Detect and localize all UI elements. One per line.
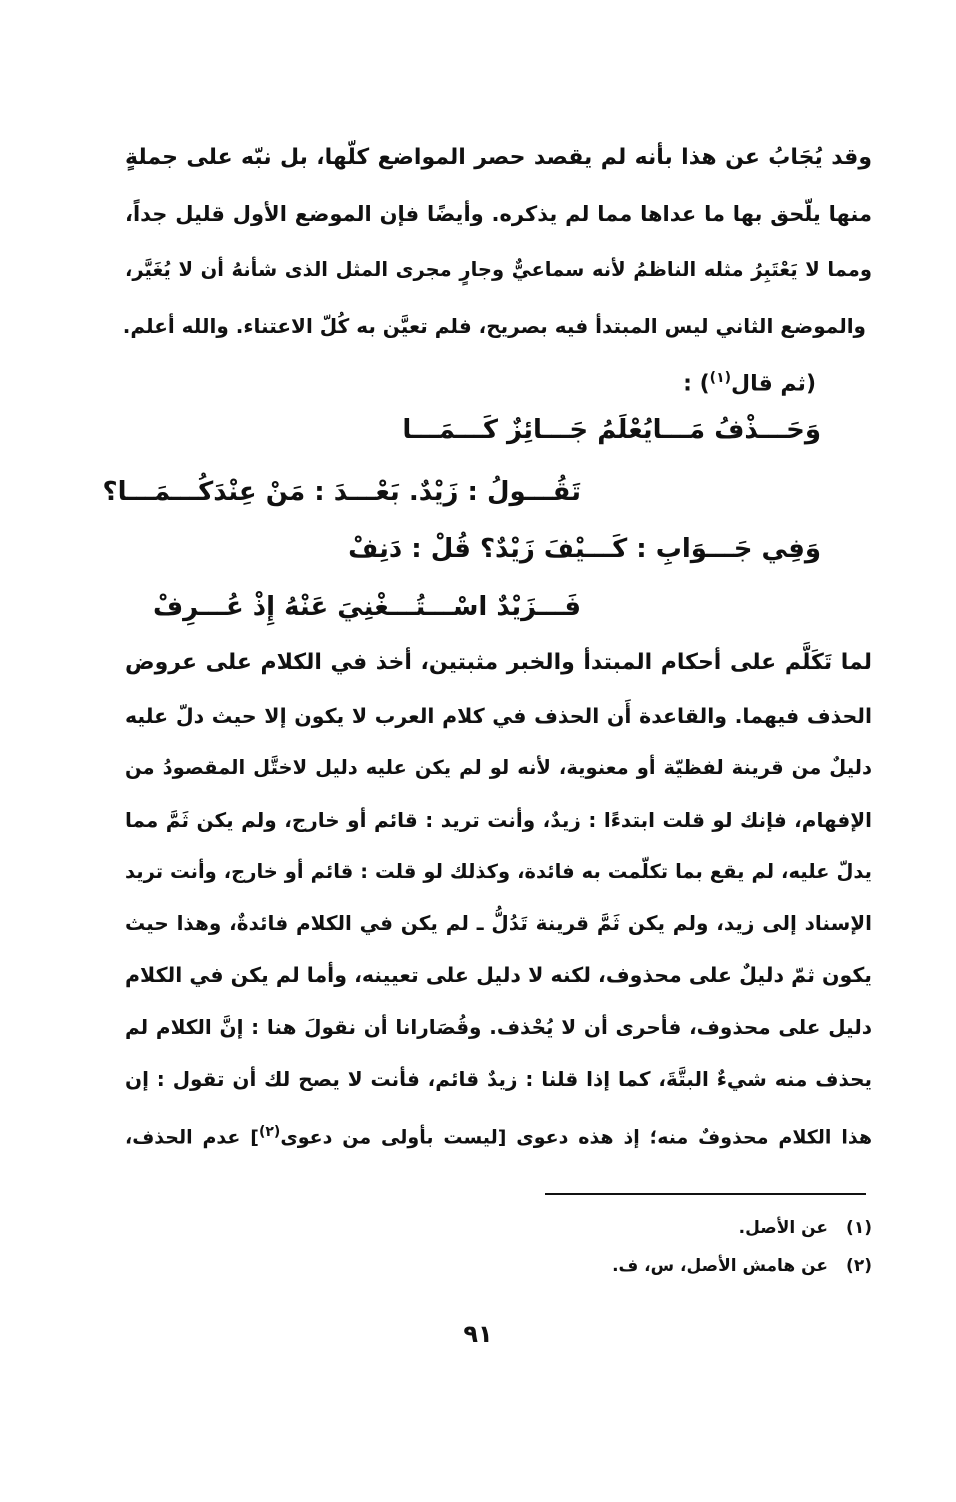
last-line-text-end: ] عدم الحذف،: [125, 1126, 259, 1149]
text-line: لما تَكَلَّم على أحكام المبتدأ والخبر مثبتين، أخذ في الكلام على عروض: [125, 650, 872, 675]
text-line: منها يلّحق بها ما عداها مما لم يذكره. وأيضًا فإن الموضع الأول قليل جداً،: [125, 202, 872, 226]
verse-line: وَحَـــذْفُ مَـــايُعْلَمُ جَـــائِزٌ كَـــمَـــا: [402, 415, 821, 445]
text-line: يدلّ عليه، لم يقع بما تكلّمت به فائدة، وكذلك لو قلت : قائم أو خارج، وأنت تريد: [125, 860, 872, 883]
text-line-last: [125, 1117, 872, 1152]
text-line: يحذف منه شيءٌ البتَّةَ، كما إذا قلنا : زيدٌ قائم، فأنت لا يصح لك أن تقول : إن: [125, 1067, 872, 1091]
text-line: الإفهام، فإنك لو قلت ابتدءًا : زيدٌ، وأنت تريد : قائم أو خارج، ولم يكن ثَمَّ مما: [125, 808, 872, 832]
text-line: يكون ثمّ دليلٌ على محذوف، لكنه لا دليل على تعيينه، وأما لم يكن في الكلام: [125, 963, 872, 987]
footnote-ref-2: (٢): [258, 1124, 281, 1140]
footnote-ref-1: (١): [709, 370, 732, 386]
verse-line: تَقُـــولُ : زَيْدٌ. بَعْـــدَ : مَنْ عِنْدَكُـــمَـــا؟: [102, 477, 581, 507]
intro-text-end: ) :: [683, 371, 710, 397]
footnote-divider: [545, 1193, 866, 1195]
verse-line: وَفِي جَـــوَابِ : كَـــيْفَ زَيْدٌ؟ قُلْ : دَنِفْ: [348, 534, 821, 564]
last-line-text: هذا الكلام محذوفٌ منه؛ إذ هذه دعوى [ليست بأولى من دعوى: [280, 1126, 872, 1149]
footnote-text: عن هامش الأصل، س، ف.: [612, 1256, 829, 1276]
verse-line: فَـــزَيْدٌ اسْـــتُـــغْنِيَ عَنْهُ إِذْ عُـــرِفْ: [152, 592, 581, 622]
text-line: الإسناد إلى زيد، ولم يكن ثَمَّ قرينة تَدُلُّ ـ لم يكن في الكلام فائدةٌ، وهذا حيث: [125, 911, 872, 935]
text-line: دليل على محذوف، فأحرى أن لا يُحْذف. وقُصَارانا أن نقولَ هنا : إنَّ الكلام لم: [125, 1015, 872, 1039]
footnote-number: (٢): [846, 1256, 872, 1276]
text-line: الحذف فيهما. والقاعدة أَن الحذف في كلام العرب لا يكون إلا حيث دلّ عليه: [125, 704, 872, 728]
text-line: دليلٌ من قرينة لفظيّة أو معنوية، لأنه لو لم يكن عليه دليل لاختَّل المقصودُ من: [125, 756, 872, 779]
verse-intro: [683, 363, 816, 399]
footnote-2: [612, 1254, 872, 1278]
text-line: ومما لا يَعْتَبِرُ مثله الناظمُ لأنه سماعيٌّ وجارٍ مجرى المثل الذى شأنهُ أن لا يُغَيَّر،: [125, 258, 872, 281]
text-line: وقد يُجَابُ عن هذا بأنه لم يقصد حصر المواضع كلّها، بل نبّه على جملةٍ: [125, 145, 872, 170]
intro-text: (ثم قال: [731, 371, 816, 397]
footnote-1: [739, 1216, 872, 1240]
footnote-number: (١): [846, 1218, 872, 1238]
text-line: والموضع الثاني ليس المبتدأ فيه بصريح، فلم تعيَّن به كُلّ الاعتناء. والله أعلم.: [122, 314, 866, 338]
page-number: ٩١: [463, 1320, 493, 1348]
footnote-text: عن الأصل.: [738, 1218, 829, 1238]
